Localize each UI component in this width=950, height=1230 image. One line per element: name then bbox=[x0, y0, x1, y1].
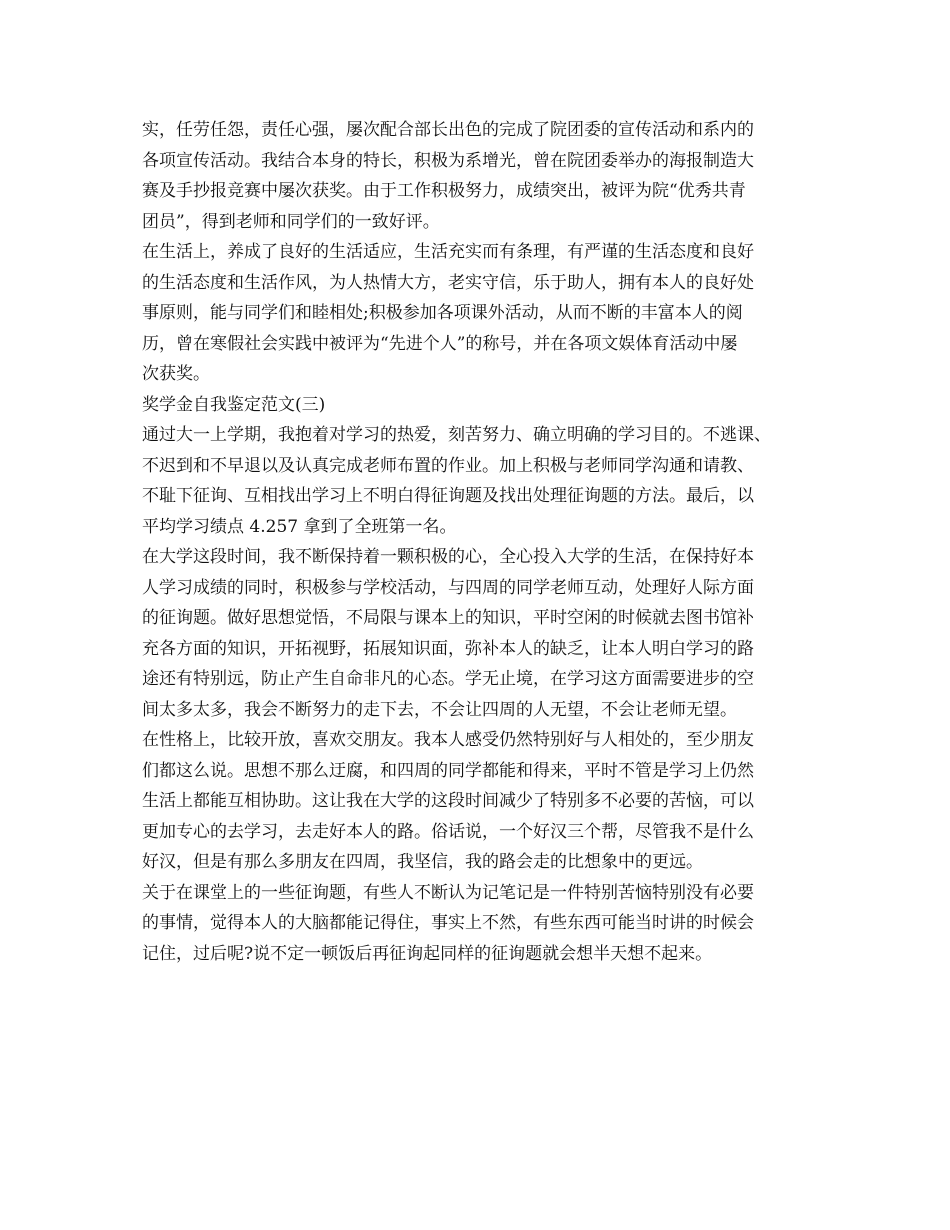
text-line: 在大学这段时间，我不断保持着一颗积极的心，全心投入大学的生活，在保持好本 bbox=[142, 547, 754, 567]
section-heading: 奖学金自我鉴定范文(三) bbox=[142, 394, 326, 415]
text-line: 历，曾在寒假社会实践中被评为“先进个人”的称号，并在各项文娱体育活动中屡 bbox=[142, 333, 738, 354]
text-line: 好汉，但是有那么多朋友在四周，我坚信，我的路会走的比想象中的更远。 bbox=[142, 852, 703, 872]
text-line: 充各方面的知识，开拓视野，拓展知识面，弥补本人的缺乏，让本人明白学习的路 bbox=[142, 638, 754, 659]
text-line: 通过大一上学期，我抱着对学习的热爱，刻苦努力、确立明确的学习目的。不逃课、 bbox=[142, 425, 771, 445]
text-line: 生活上都能互相协助。这让我在大学的这段时间减少了特别多不必要的苦恼，可以 bbox=[142, 791, 754, 811]
text-line: 人学习成绩的同时，积极参与学校活动，与四周的同学老师互动，处理好人际方面 bbox=[142, 577, 754, 598]
text-line: 的事情，觉得本人的大脑都能记得住，事实上不然，有些东西可能当时讲的时候会 bbox=[142, 913, 754, 933]
text-line: 记住，过后呢?说不定一顿饭后再征询起同样的征询题就会想半天想不起来。 bbox=[142, 943, 713, 964]
text-line: 实，任劳任怨，责任心强，屡次配合部长出色的完成了院团委的宣传活动和系内的 bbox=[142, 120, 754, 140]
text-line: 更加专心的去学习，去走好本人的路。俗话说，一个好汉三个帮，尽管我不是什么 bbox=[142, 821, 754, 842]
text-line: 间太多太多，我会不断努力的走下去，不会让四周的人无望，不会让老师无望。 bbox=[142, 699, 737, 720]
text-line: 关于在课堂上的一些征询题，有些人不断认为记笔记是一件特别苦恼特别没有必要 bbox=[142, 882, 754, 903]
document-body bbox=[142, 115, 832, 969]
text-line: 事原则，能与同学们和睦相处;积极参加各项课外活动，从而不断的丰富本人的阅 bbox=[142, 303, 743, 323]
text-line: 不迟到和不早退以及认真完成老师布置的作业。加上积极与老师同学沟通和请教、 bbox=[142, 455, 754, 476]
text-line: 次获奖。 bbox=[142, 364, 210, 384]
text-line: 在性格上，比较开放，喜欢交朋友。我本人感受仍然特别好与人相处的，至少朋友 bbox=[142, 730, 754, 750]
text-line: 途还有特别远，防止产生自命非凡的心态。学无止境，在学习这方面需要进步的空 bbox=[142, 669, 754, 689]
text-line: 们都这么说。思想不那么迂腐，和四周的同学都能和得来，平时不管是学习上仍然 bbox=[142, 760, 754, 781]
text-line: 团员”，得到老师和同学们的一致好评。 bbox=[142, 211, 440, 232]
text-line: 的征询题。做好思想觉悟，不局限与课本上的知识，平时空闲的时候就去图书馆补 bbox=[142, 608, 754, 628]
text-line: 的生活态度和生活作风，为人热情大方，老实守信，乐于助人，拥有本人的良好处 bbox=[142, 272, 754, 293]
text-line: 各项宣传活动。我结合本身的特长，积极为系增光，曾在院团委举办的海报制造大 bbox=[142, 150, 754, 171]
text-line: 赛及手抄报竞赛中屡次获奖。由于工作积极努力，成绩突出，被评为院“优秀共青 bbox=[142, 181, 746, 201]
text-line: 平均学习绩点 4.257 拿到了全班第一名。 bbox=[142, 516, 457, 537]
text-line: 不耻下征询、互相找出学习上不明白得征询题及找出处理征询题的方法。最后，以 bbox=[142, 486, 754, 506]
text-line: 在生活上，养成了良好的生活适应，生活充实而有条理，有严谨的生活态度和良好 bbox=[142, 242, 754, 262]
